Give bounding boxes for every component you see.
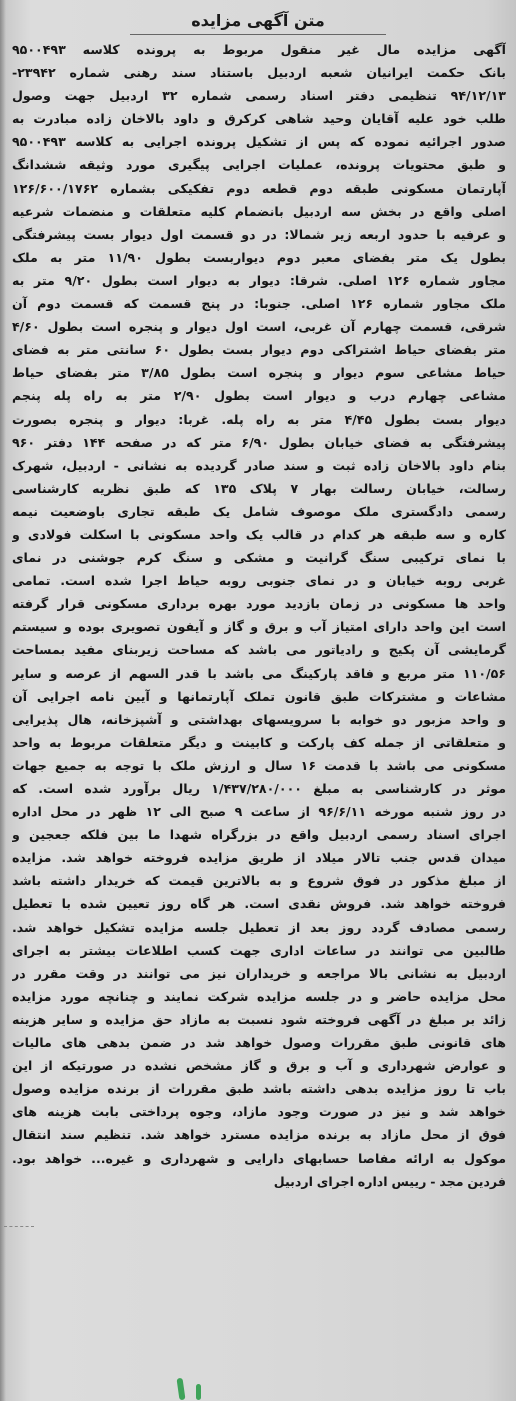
notice-line: ۹۴/۱۲/۱۳ تنظیمی دفتر اسناد رسمی شماره ۳۲ اردبیل جهت وصول xyxy=(12,88,506,104)
notice-title: متن آگهی مزایده xyxy=(191,11,325,30)
notice-line: فردین مجد - رییس اداره اجرای اردبیل xyxy=(273,1173,506,1189)
title-divider xyxy=(130,34,386,35)
notice-line: بانک حکمت ایرانیان شعبه اردبیل باستناد سند رهنی شماره ۲۳۹۴۲- xyxy=(12,65,506,81)
notice-line: مشاعی چهارم درب و دیوار است بطول ۲/۹۰ متر به راه پله پنجم xyxy=(12,388,506,404)
notice-line: طلب خود علیه آقایان وحید شاهی کرکرق و داود بالاخان زاده مبادرت به xyxy=(12,111,506,127)
notice-line: ۱۱۰/۵۶ متر مربع و فاقد پارکینگ می باشد با قدر السهم از عرصه و سایر xyxy=(12,665,506,681)
notice-line: و واحد مزبور دو خوابه با سرویسهای بهداشتی و آشپزخانه، هال پذیرایی xyxy=(12,711,506,727)
notice-line: مجاور شماره ۱۲۶ اصلی. شرقا: دیوار به دیوار است بطول ۹/۲۰ متر به xyxy=(12,272,506,288)
notice-line: محل مزایده حاضر و در جلسه مزایده شرکت نمایند و چنانچه مورد مزایده xyxy=(12,988,506,1004)
notice-line: با نمای ترکیبی سنگ گرانیت و مشکی و سنگ کرم جوشنی در نمای xyxy=(12,550,506,566)
notice-line: بطول یک متر بفضای معبر دوم دیواربست بطول ۱۱/۹۰ متر به ملک xyxy=(12,249,506,265)
notice-line: است این واحد دارای امتیاز آب و برق و گاز و آیفون تصویری بوده و سیستم xyxy=(12,619,506,635)
notice-line: و متعلقاتی از جمله کف پارکت و کابینت و دیگر متعلقات مربوط به واحد xyxy=(12,734,506,750)
notice-line: موثر در کارشناسی به مبلغ ۱/۴۳۷/۲۸۰/۰۰۰ ریال برآورد شده است. که xyxy=(12,781,506,796)
notice-line: در روز شنبه مورخه ۹۶/۶/۱۱ از ساعت ۹ صبح الی ۱۲ ظهر در محل اداره xyxy=(12,804,506,820)
notice-line: و عوارض شهرداری و آب و برق و گاز مشخص نشده در صورتیکه از این xyxy=(12,1058,506,1074)
notice-line: کاره و سه طبقه هر کدام در قالب یک واحد مسکونی با اسکلت فولادی و xyxy=(12,526,506,542)
notice-line: رسمی دادگستری ملک موصوف شامل یک طبقه تجاری باوضعیت نیمه xyxy=(12,503,506,519)
notice-line: میدان قدس جنب تالار میلاد از طریق مزایده فروخته خواهد شد. مزایده xyxy=(12,850,506,866)
notice-line: طالبین می توانند در ساعات اداری جهت کسب اطلاعات بیشتر به اجرای xyxy=(12,942,506,958)
green-ink-mark xyxy=(196,1384,201,1400)
notice-line: زائد بر مبلغ در آگهی فروخته شود نسبت به مازاد حق مزایده و سایر هزینه xyxy=(12,1011,506,1027)
notice-line: گرمایشی آن پکیج و رادیاتور می باشد که مساحت زیربنای مفید بمساحت xyxy=(12,642,506,658)
notice-line: حیاط مشاعی سوم دیوار و پنجره است بطول ۳/۸۵ متر بفضای حیاط xyxy=(12,365,506,381)
notice-line: شرقی، قسمت چهارم آن غربی، است اول دیوار و پنجره است بطول ۴/۶۰ xyxy=(12,319,506,335)
notice-line: باب تا روز مزایده بدهی داشته باشد طبق مقررات از برنده مزایده وصول xyxy=(12,1081,506,1097)
notice-line: غربی روبه خیابان و در نمای جنوبی روبه حیاط اجرا شده است. تمامی xyxy=(12,573,506,589)
notice-line: رسمی مصادف گردد روز بعد از تعطیل جلسه مزایده تشکیل خواهد شد. xyxy=(12,919,506,935)
notice-line: اردبیل به نشانی بالا مراجعه و خریداران نیز می توانند در وقت مقرر در xyxy=(12,965,506,981)
notice-line: ملک مجاور شماره ۱۲۶ اصلی. جنوبا: در پنج قسمت که قسمت دوم آن xyxy=(12,296,506,312)
notice-line: خواهد شد و نیز در صورت وجود مازاد، وجوه پرداختی بابت هزینه های xyxy=(12,1104,506,1120)
notice-line: آپارتمان مسکونی طبقه دوم قطعه دوم تفکیکی بشماره ۱۲۶/۶۰۰/۱۷۶۲ xyxy=(12,180,506,196)
notice-line: اجرای اسناد رسمی اردبیل واقع در بزرگراه شهدا ما بین فلکه جعجین و xyxy=(12,827,506,843)
notice-line: موکول به ارائه مفاصا حسابهای دارایی و شهرداری و غیره... خواهد بود. xyxy=(12,1150,506,1166)
notice-line: های قانونی طبق مقررات وصول خواهد شد در ضمن بدهی های مالیات xyxy=(12,1035,506,1051)
notice-body xyxy=(12,38,506,1193)
fold-mark xyxy=(4,1226,34,1227)
notice-line: پیشرفتگی به فضای خیابان بطول ۶/۹۰ متر که در صفحه ۱۴۴ دفتر ۹۶۰ xyxy=(12,434,506,450)
notice-line: و عرفیه با حدود اربعه زیر شمالا: در دو قسمت اول دیوار بست پیشرفتگی xyxy=(12,226,506,242)
notice-line: فروخته خواهد شد. فروش نقدی است. هر گاه روز تعیین شده با تعطیل xyxy=(12,896,506,912)
notice-line: و طبق محتویات پرونده، عملیات اجرایی پیگیری مورد وثیقه ششدانگ xyxy=(12,157,506,173)
notice-line: آگهی مزایده مال غیر منقول مربوط به پرونده کلاسه ۹۵۰۰۴۹۳ xyxy=(12,42,506,57)
notice-line: فوق از محل مازاد به برنده مزایده مسترد خواهد شد. تنظیم سند انتقال xyxy=(12,1127,506,1143)
notice-line: واحد ها مسکونی در زمان بازدید مورد بهره برداری مسکونی قرار گرفته xyxy=(12,596,506,612)
notice-line: متر بفضای حیاط اشتراکی دوم دیوار بست بطول ۶۰ سانتی متر به فضای xyxy=(12,342,506,358)
notice-line: دیوار بست بطول ۴/۴۵ متر به راه پله. غربا: دیوار و پنجره بصورت xyxy=(12,411,506,427)
notice-line: از مبلغ مذکور در فوق شروع و به بالاترین قیمت که خریدار داشته باشد xyxy=(12,873,506,889)
notice-line: مسکونی می باشد با قدمت ۱۶ سال و ارزش ملک با توجه به جمیع جهات xyxy=(12,757,506,773)
page-edge-shadow xyxy=(0,0,6,1401)
notice-line: مشاعات و مشترکات طبق قانون تملک آپارتمانها و آیین نامه اجرایی آن xyxy=(12,688,506,704)
notice-line: رسالت، خیابان رسالت بهار ۷ پلاک ۱۳۵ که طبق نظریه کارشناسی xyxy=(12,480,506,496)
notice-line: صدور اجرائیه نموده که پس از تشکیل پرونده اجرایی به کلاسه ۹۵۰۰۴۹۳ xyxy=(12,134,506,150)
notice-line: بنام داود بالاخان زاده ثبت و سند صادر گردیده به نشانی - اردبیل، شهرک xyxy=(12,457,506,473)
notice-line: اصلی واقع در بخش سه اردبیل بانضمام کلیه متعلقات و منضمات شرعیه xyxy=(12,203,506,219)
green-ink-mark xyxy=(176,1378,185,1401)
